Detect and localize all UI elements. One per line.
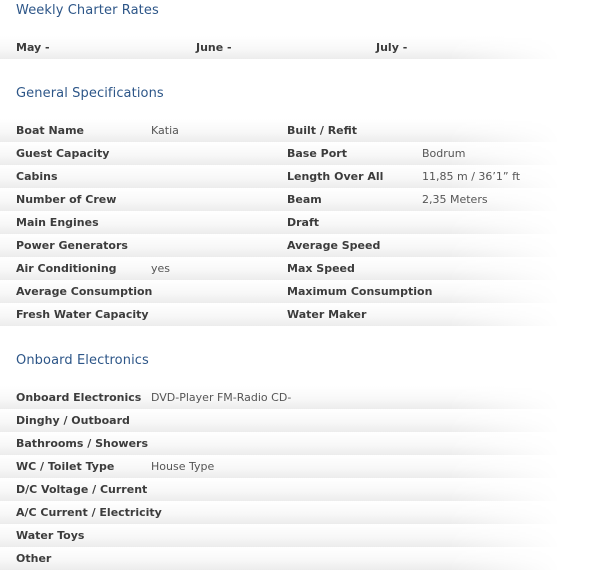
rate-month-july: July - — [376, 41, 408, 54]
spec-label: Length Over All — [287, 170, 384, 183]
spec-label: Power Generators — [16, 239, 128, 252]
spec-label: Air Conditioning — [16, 262, 117, 275]
spec-label: Maximum Consumption — [287, 285, 433, 298]
spec-label: Cabins — [16, 170, 58, 183]
spec-label: Draft — [287, 216, 320, 229]
spec-value: 11,85 m / 36’1” ft — [422, 170, 521, 183]
spec-label: Guest Capacity — [16, 147, 110, 160]
spec-label: Fresh Water Capacity — [16, 308, 149, 321]
spec-value: 2,35 Meters — [422, 193, 488, 206]
electronics-value: DVD-Player FM-Radio CD- — [151, 391, 292, 404]
spec-value: Katia — [151, 124, 179, 137]
electronics-label: A/C Current / Electricity — [16, 506, 162, 519]
electronics-row — [0, 547, 560, 570]
spec-label: Average Speed — [287, 239, 381, 252]
spec-label: Number of Crew — [16, 193, 117, 206]
electronics-label: Onboard Electronics — [16, 391, 142, 404]
spec-label: Max Speed — [287, 262, 355, 275]
electronics-label: Bathrooms / Showers — [16, 437, 149, 450]
rate-month-may: May - — [16, 41, 50, 54]
general-specifications-title: General Specifications — [16, 86, 164, 101]
electronics-value: House Type — [151, 460, 215, 473]
electronics-label: Water Toys — [16, 529, 85, 542]
spec-label: Beam — [287, 193, 322, 206]
charter-rates-row — [0, 36, 560, 59]
spec-label: Water Maker — [287, 308, 367, 321]
electronics-label: D/C Voltage / Current — [16, 483, 148, 496]
spec-label: Base Port — [287, 147, 347, 160]
spec-value: yes — [151, 262, 171, 275]
rate-month-june: June - — [196, 41, 232, 54]
spec-label: Built / Refit — [287, 124, 358, 137]
electronics-label: Other — [16, 552, 52, 565]
electronics-label: WC / Toilet Type — [16, 460, 115, 473]
weekly-charter-rates-title: Weekly Charter Rates — [16, 3, 159, 18]
onboard-electronics-title: Onboard Electronics — [16, 353, 149, 368]
electronics-label: Dinghy / Outboard — [16, 414, 130, 427]
spec-label: Main Engines — [16, 216, 99, 229]
spec-value: Bodrum — [422, 147, 466, 160]
spec-label: Average Consumption — [16, 285, 153, 298]
spec-label: Boat Name — [16, 124, 85, 137]
